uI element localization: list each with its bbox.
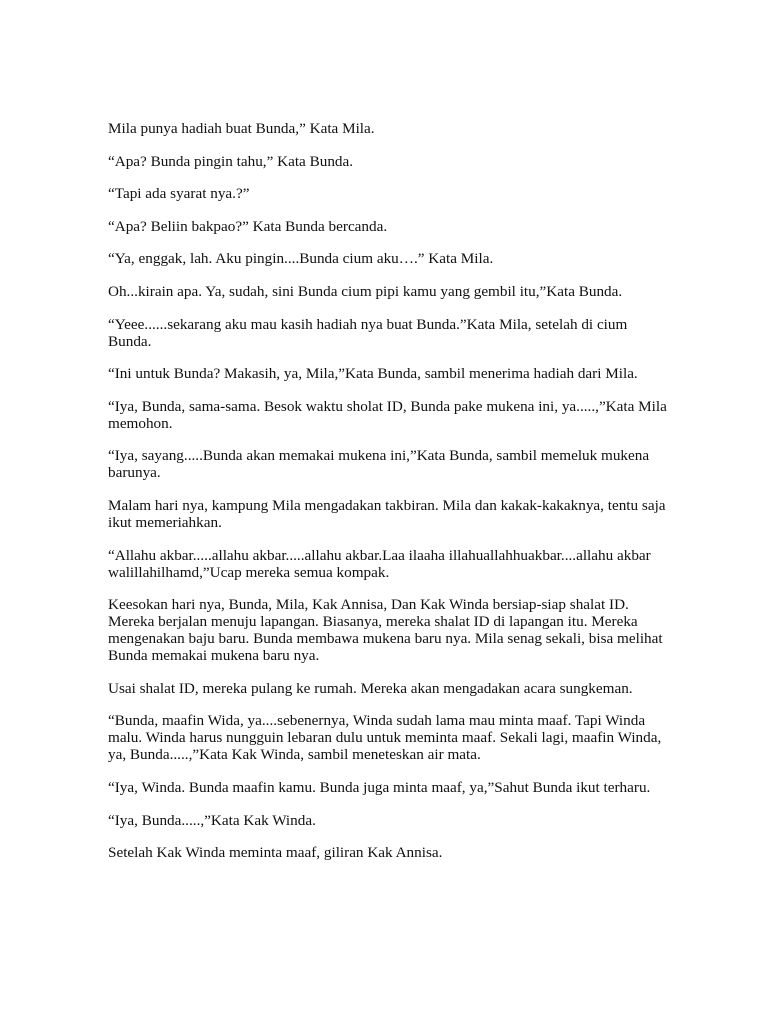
paragraph-8: “Ini untuk Bunda? Makasih, ya, Mila,”Kata Bunda, sambil menerima hadiah dari Mila.	[108, 365, 638, 383]
paragraph-11: Malam hari nya, kampung Mila mengadakan takbiran. Mila dan kakak-kakaknya, tentu saja ikut memeriahkan.	[108, 496, 666, 531]
paragraph-14: Usai shalat ID, mereka pulang ke rumah. Mereka akan mengadakan acara sungkeman.	[108, 679, 633, 697]
paragraph-9: “Iya, Bunda, sama-sama. Besok waktu sholat ID, Bunda pake mukena ini, ya.....,”Kata Mila memohon.	[108, 397, 667, 432]
paragraph-3: “Tapi ada syarat nya.?”	[108, 185, 250, 203]
paragraph-2: “Apa? Bunda pingin tahu,” Kata Bunda.	[108, 152, 354, 170]
paragraph-12: “Allahu akbar.....allahu akbar.....allahu akbar.Laa ilaaha illahuallahhuakbar....allahu akbar walillahilhamd,”Ucap mereka semua kompak.	[108, 546, 651, 581]
document-page	[108, 120, 668, 877]
paragraph-16: “Iya, Winda. Bunda maafin kamu. Bunda juga minta maaf, ya,”Sahut Bunda ikut terharu.	[108, 778, 651, 796]
paragraph-15: “Bunda, maafin Wida, ya....sebenernya, Winda sudah lama mau minta maaf. Tapi Winda malu. Winda harus nungguin lebaran dulu untuk meminta maaf. Sekali lagi, maafin Winda, ya, Bunda.....,”Kata Kak Winda, sambil meneteskan air mata.	[108, 712, 662, 764]
paragraph-7: “Yeee......sekarang aku mau kasih hadiah nya buat Bunda.”Kata Mila, setelah di cium Bunda.	[108, 315, 628, 350]
paragraph-13: Keesokan hari nya, Bunda, Mila, Kak Annisa, Dan Kak Winda bersiap-siap shalat ID. Mereka berjalan menuju lapangan. Biasanya, mereka shalat ID di lapangan itu. Mereka mengenakan baju baru. Bunda membawa mukena baru nya. Mila senag sekali, bisa melihat Bunda memakai mukena baru nya.	[108, 596, 663, 665]
paragraph-10: “Iya, sayang.....Bunda akan memakai mukena ini,”Kata Bunda, sambil memeluk mukena barunya.	[108, 447, 650, 482]
paragraph-17: “Iya, Bunda.....,”Kata Kak Winda.	[108, 811, 316, 829]
paragraph-1: Mila punya hadiah buat Bunda,” Kata Mila.	[108, 120, 375, 137]
paragraph-6: Oh...kirain apa. Ya, sudah, sini Bunda cium pipi kamu yang gembil itu,”Kata Bunda.	[108, 282, 623, 300]
paragraph-18: Setelah Kak Winda meminta maaf, giliran Kak Annisa.	[108, 844, 443, 862]
paragraph-5: “Ya, enggak, lah. Aku pingin....Bunda cium aku….” Kata Mila.	[108, 250, 494, 268]
paragraph-4: “Apa? Beliin bakpao?” Kata Bunda bercanda.	[108, 217, 388, 235]
